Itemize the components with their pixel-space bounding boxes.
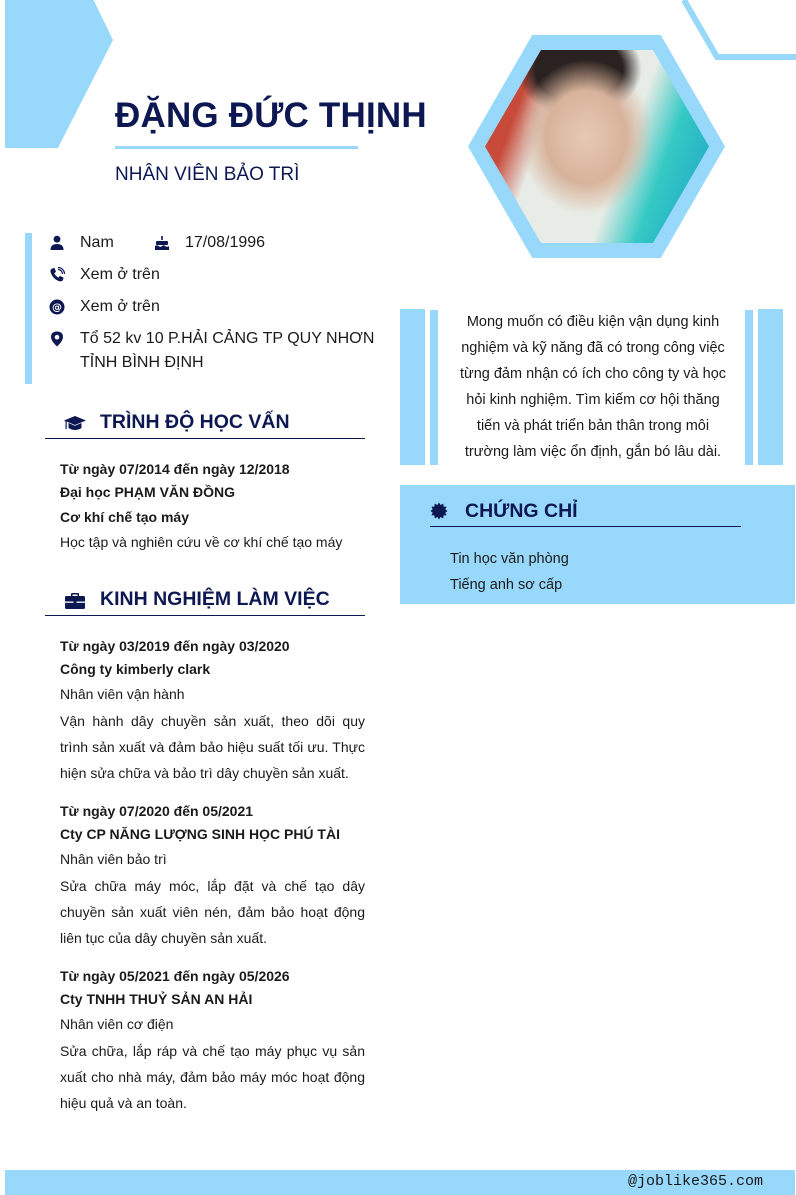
contact-email (49, 295, 160, 319)
experience-description: Sửa chữa máy móc, lắp đặt và chế tạo dây chuyền sản xuất viên nén, đảm bảo hoạt động liên tục của dây chuyền sản xuất. (60, 878, 365, 946)
contact-accent-bar (25, 233, 32, 384)
education-description: Học tập và nghiên cứu về cơ khí chế tạo máy (60, 534, 343, 550)
experience-period: Từ ngày 03/2019 đến ngày 03/2020 (60, 638, 290, 654)
certificates-heading (430, 498, 741, 527)
address-value: Tổ 52 kv 10 P.HẢI CẢNG TP QUY NHƠN TỈNH BÌNH ĐỊNH (80, 330, 375, 371)
objective-accent-bar-left-narrow (430, 310, 438, 465)
birthday-value: 17/08/1996 (185, 234, 266, 251)
certificates-title: CHỨNG CHỈ (465, 500, 578, 522)
experience-period: Từ ngày 05/2021 đến ngày 05/2026 (60, 968, 290, 984)
user-icon (49, 235, 65, 251)
at-sign-icon (49, 299, 65, 315)
experience-description: Sửa chữa, lắp ráp và chế tạo máy phục vụ sản xuất cho nhà máy, đảm bảo máy móc hoạt động hiệu quả và an toàn. (60, 1043, 365, 1111)
education-major: Cơ khí chế tạo máy (60, 509, 189, 525)
job-title: NHÂN VIÊN BẢO TRÌ (115, 164, 300, 185)
career-objective: Mong muốn có điều kiện vận dụng kinh nghiệm và kỹ năng đã có trong công việc từng đảm nhận có ích cho công ty và học hỏi kinh nghiệm. Tìm kiếm cơ hội thăng tiến và phát triển bản thân trong môi trường làm việc ổn định, gắn bó lâu dài. (459, 314, 727, 460)
candidate-name: ĐẶNG ĐỨC THỊNH (115, 96, 427, 135)
map-pin-icon (49, 331, 65, 347)
name-underline (115, 146, 358, 149)
education-period: Từ ngày 07/2014 đến ngày 12/2018 (60, 461, 290, 477)
contact-gender (49, 231, 114, 255)
certificate-item: Tiếng anh sơ cấp (450, 577, 563, 593)
decorative-line-top-right (660, 0, 796, 70)
experience-position: Nhân viên bảo trì (60, 851, 167, 867)
footer-watermark: @joblike365.com (627, 1173, 763, 1190)
experience-position: Nhân viên cơ điện (60, 1016, 174, 1032)
contact-phone (49, 263, 160, 287)
phone-icon (49, 267, 65, 283)
education-school: Đại học PHẠM VĂN ĐỒNG (60, 484, 236, 500)
svg-text:@: @ (52, 302, 62, 314)
experience-company: Cty CP NĂNG LƯỢNG SINH HỌC PHÚ TÀI (60, 826, 340, 842)
experience-heading (45, 586, 365, 616)
graduation-cap-icon (64, 415, 86, 433)
experience-entry (60, 965, 365, 1116)
phone-value: Xem ở trên (80, 266, 160, 283)
experience-entry (60, 800, 365, 951)
contact-birthday (154, 231, 265, 255)
email-value: Xem ở trên (80, 298, 160, 315)
experience-position: Nhân viên vận hành (60, 686, 185, 702)
education-title: TRÌNH ĐỘ HỌC VẤN (100, 411, 290, 433)
education-entry (60, 458, 365, 555)
experience-company: Công ty kimberly clark (60, 661, 211, 677)
certificate-seal-icon (430, 502, 448, 520)
briefcase-icon (64, 592, 86, 610)
certificate-item: Tin học văn phòng (450, 551, 569, 567)
contact-address (49, 327, 409, 375)
experience-company: Cty TNHH THUỶ SẢN AN HẢI (60, 991, 253, 1007)
experience-title: KINH NGHIỆM LÀM VIỆC (100, 588, 330, 610)
birthday-cake-icon (154, 235, 170, 251)
objective-accent-bar-right-narrow (745, 310, 753, 465)
education-heading (45, 409, 365, 439)
objective-accent-bar-right-wide (758, 309, 783, 465)
experience-period: Từ ngày 07/2020 đến 05/2021 (60, 803, 254, 819)
objective-accent-bar-left-wide (400, 309, 425, 465)
experience-entry (60, 635, 365, 786)
experience-description: Vận hành dây chuyền sản xuất, theo dõi quy trình sản xuất và đảm bảo hiệu suất tối ưu. Thực hiện sửa chữa và bảo trì dây chuyền sản xuất. (60, 713, 365, 781)
gender-value: Nam (80, 234, 114, 251)
footer-bar (5, 1170, 795, 1195)
decorative-shape-top-left (5, 0, 113, 148)
